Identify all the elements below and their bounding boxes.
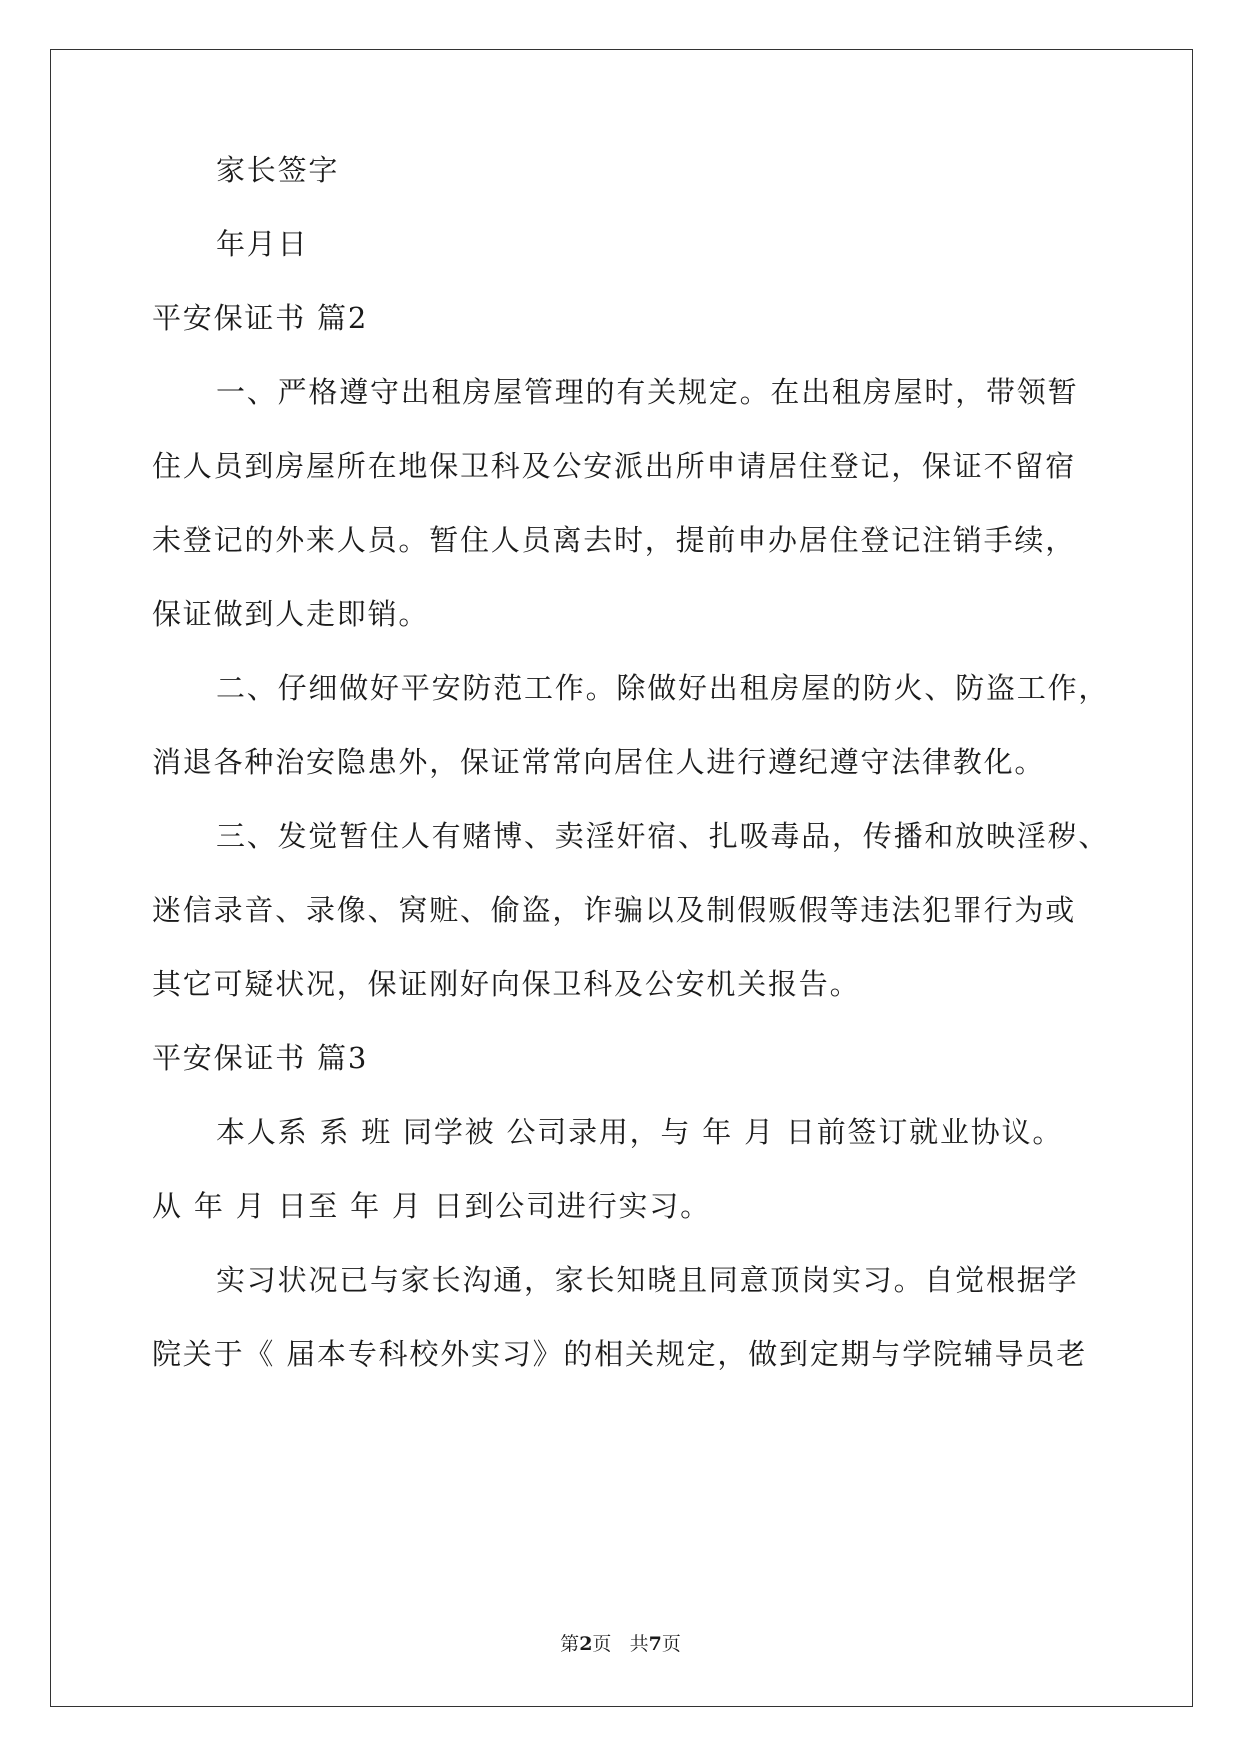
text-line: 消退各种治安隐患外，保证常常向居住人进行遵纪遵守法律教化。 — [152, 745, 1046, 779]
text-line: 二、仔细做好平安防范工作。除做好出租房屋的防火、防盗工作， — [216, 671, 1110, 705]
text-line: 年月日 — [216, 227, 309, 261]
total-page-count: 7 — [648, 1633, 662, 1655]
text-line: 三、发觉暂住人有赌博、卖淫奸宿、扎吸毒品，传播和放映淫秽、 — [216, 819, 1110, 853]
text-line: 从 年 月 日至 年 月 日到公司进行实习。 — [152, 1189, 711, 1223]
footer-page-suffix: 页 — [592, 1633, 612, 1655]
text-line: 本人系 系 班 同学被 公司录用，与 年 月 日前签订就业协议。 — [216, 1115, 1064, 1149]
footer-total-prefix: 共 — [629, 1633, 649, 1655]
text-line: 住人员到房屋所在地保卫科及公安派出所申请居住登记，保证不留宿 — [152, 449, 1077, 483]
text-line: 一、严格遵守出租房屋管理的有关规定。在出租房屋时，带领暂 — [216, 375, 1079, 409]
text-line: 未登记的外来人员。暂住人员离去时，提前申办居住登记注销手续， — [152, 523, 1077, 557]
text-line: 其它可疑状况，保证刚好向保卫科及公安机关报告。 — [152, 967, 861, 1001]
text-line: 实习状况已与家长沟通，家长知晓且同意顶岗实习。自觉根据学 — [216, 1263, 1079, 1297]
footer-total-suffix: 页 — [661, 1633, 681, 1655]
section-heading: 平安保证书 篇2 — [152, 301, 369, 335]
text-line: 院关于《 届本专科校外实习》的相关规定，做到定期与学院辅导员老 — [152, 1337, 1088, 1371]
text-line: 家长签字 — [216, 153, 340, 187]
text-line: 保证做到人走即销。 — [152, 597, 430, 631]
page-footer — [0, 1632, 1241, 1656]
text-line: 迷信录音、录像、窝赃、偷盗，诈骗以及制假贩假等违法犯罪行为或 — [152, 893, 1077, 927]
footer-prefix: 第 — [560, 1633, 580, 1655]
current-page-number: 2 — [579, 1633, 593, 1655]
section-heading: 平安保证书 篇3 — [152, 1041, 369, 1075]
